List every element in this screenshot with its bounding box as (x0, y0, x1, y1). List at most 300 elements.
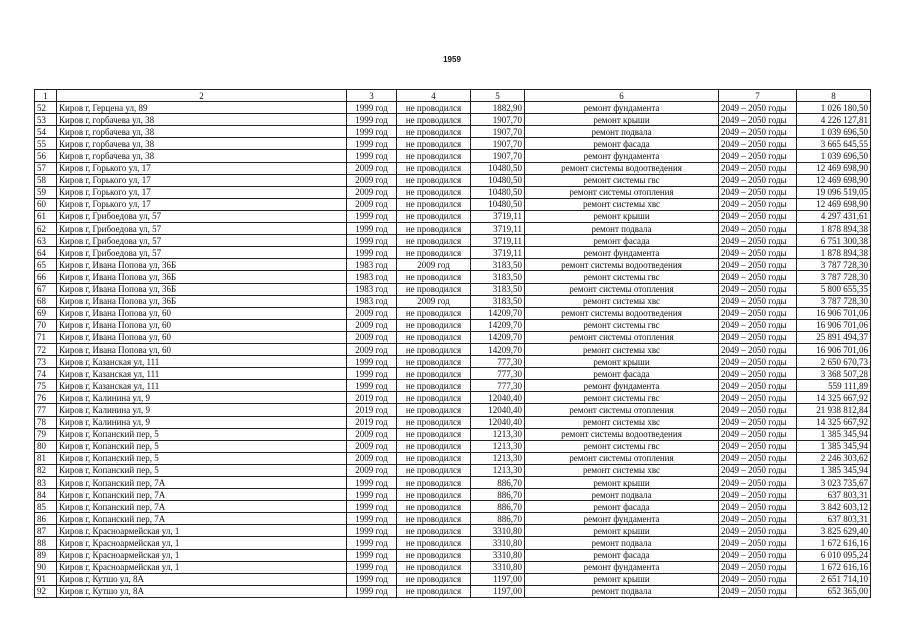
work-type-cell: ремонт системы гвс (525, 392, 719, 404)
period-cell: 2049 – 2050 годы (719, 356, 797, 368)
work-type-cell: ремонт подвала (525, 537, 719, 549)
area-cell: 12040,40 (471, 404, 525, 416)
built-year-cell: 1999 год (347, 380, 397, 392)
period-cell: 2049 – 2050 годы (719, 549, 797, 561)
address-cell: Киров г, Кутшо ул, 8А (57, 573, 347, 585)
work-type-cell: ремонт системы отопления (525, 404, 719, 416)
address-cell: Киров г, Копанский пер, 7А (57, 513, 347, 525)
period-cell: 2049 – 2050 годы (719, 501, 797, 513)
address-cell: Киров г, Калинина ул, 9 (57, 416, 347, 428)
table-row (35, 537, 871, 549)
table-row (35, 416, 871, 428)
area-cell: 3310,80 (471, 525, 525, 537)
last-repair-cell: не проводился (397, 235, 471, 247)
page-number: 1959 (443, 55, 461, 64)
row-number-cell: 71 (35, 331, 57, 343)
table-row (35, 380, 871, 392)
cost-cell: 19 096 519,05 (797, 186, 871, 198)
table-row (35, 247, 871, 259)
table-row (35, 150, 871, 162)
row-number-cell: 89 (35, 549, 57, 561)
built-year-cell: 1999 год (347, 489, 397, 501)
last-repair-cell: не проводился (397, 368, 471, 380)
cost-cell: 25 891 494,37 (797, 331, 871, 343)
cost-cell: 4 297 431,61 (797, 210, 871, 222)
last-repair-cell: не проводился (397, 477, 471, 489)
work-type-cell: ремонт системы гвс (525, 271, 719, 283)
period-cell: 2049 – 2050 годы (719, 440, 797, 452)
built-year-cell: 1999 год (347, 573, 397, 585)
built-year-cell: 1999 год (347, 210, 397, 222)
column-header: 4 (397, 90, 471, 102)
table-row (35, 186, 871, 198)
built-year-cell: 1999 год (347, 138, 397, 150)
last-repair-cell: не проводился (397, 307, 471, 319)
row-number-cell: 81 (35, 452, 57, 464)
work-type-cell: ремонт подвала (525, 585, 719, 597)
address-cell: Киров г, горбачева ул, 38 (57, 114, 347, 126)
period-cell: 2049 – 2050 годы (719, 331, 797, 343)
work-type-cell: ремонт системы отопления (525, 283, 719, 295)
period-cell: 2049 – 2050 годы (719, 210, 797, 222)
last-repair-cell: не проводился (397, 331, 471, 343)
work-type-cell: ремонт фундамента (525, 561, 719, 573)
cost-cell: 14 325 667,92 (797, 392, 871, 404)
row-number-cell: 79 (35, 428, 57, 440)
row-number-cell: 73 (35, 356, 57, 368)
work-type-cell: ремонт системы гвс (525, 174, 719, 186)
last-repair-cell: не проводился (397, 138, 471, 150)
row-number-cell: 59 (35, 186, 57, 198)
last-repair-cell: не проводился (397, 247, 471, 259)
table-row (35, 525, 871, 537)
last-repair-cell: не проводился (397, 549, 471, 561)
address-cell: Киров г, Казанская ул, 111 (57, 356, 347, 368)
last-repair-cell: не проводился (397, 150, 471, 162)
period-cell: 2049 – 2050 годы (719, 416, 797, 428)
area-cell: 3183,50 (471, 283, 525, 295)
cost-cell: 652 365,00 (797, 585, 871, 597)
area-cell: 1907,70 (471, 138, 525, 150)
address-cell: Киров г, Ивана Попова ул, 36Б (57, 259, 347, 271)
address-cell: Киров г, Копанский пер, 7А (57, 489, 347, 501)
work-type-cell: ремонт системы хвс (525, 416, 719, 428)
cost-cell: 16 906 701,06 (797, 319, 871, 331)
period-cell: 2049 – 2050 годы (719, 295, 797, 307)
address-cell: Киров г, Копанский пер, 7А (57, 477, 347, 489)
row-number-cell: 63 (35, 235, 57, 247)
work-type-cell: ремонт системы хвс (525, 343, 719, 355)
address-cell: Киров г, Ивана Попова ул, 36Б (57, 295, 347, 307)
work-type-cell: ремонт фасада (525, 138, 719, 150)
period-cell: 2049 – 2050 годы (719, 368, 797, 380)
built-year-cell: 2009 год (347, 198, 397, 210)
period-cell: 2049 – 2050 годы (719, 464, 797, 476)
address-cell: Киров г, Красноармейская ул, 1 (57, 537, 347, 549)
work-type-cell: ремонт системы хвс (525, 295, 719, 307)
built-year-cell: 2009 год (347, 428, 397, 440)
work-type-cell: ремонт системы гвс (525, 440, 719, 452)
column-header: 7 (719, 90, 797, 102)
built-year-cell: 2009 год (347, 440, 397, 452)
last-repair-cell: не проводился (397, 271, 471, 283)
last-repair-cell: 2009 год (397, 259, 471, 271)
address-cell: Киров г, Герцена ул, 89 (57, 102, 347, 114)
row-number-cell: 55 (35, 138, 57, 150)
address-cell: Киров г, Ивана Попова ул, 60 (57, 343, 347, 355)
area-cell: 1213,30 (471, 428, 525, 440)
cost-cell: 12 469 698,90 (797, 174, 871, 186)
period-cell: 2049 – 2050 годы (719, 537, 797, 549)
table-row (35, 319, 871, 331)
built-year-cell: 1999 год (347, 223, 397, 235)
table-row (35, 259, 871, 271)
address-cell: Киров г, Копанский пер, 5 (57, 464, 347, 476)
address-cell: Киров г, Копанский пер, 7А (57, 501, 347, 513)
column-header: 1 (35, 90, 57, 102)
table-row (35, 102, 871, 114)
address-cell: Киров г, горбачева ул, 38 (57, 150, 347, 162)
area-cell: 14209,70 (471, 331, 525, 343)
built-year-cell: 1999 год (347, 150, 397, 162)
cost-cell: 559 111,89 (797, 380, 871, 392)
table-row (35, 126, 871, 138)
work-type-cell: ремонт фундамента (525, 380, 719, 392)
work-type-cell: ремонт крыши (525, 525, 719, 537)
table-row (35, 198, 871, 210)
cost-cell: 3 368 507,28 (797, 368, 871, 380)
row-number-cell: 52 (35, 102, 57, 114)
work-type-cell: ремонт крыши (525, 210, 719, 222)
work-type-cell: ремонт системы хвс (525, 198, 719, 210)
work-type-cell: ремонт крыши (525, 477, 719, 489)
period-cell: 2049 – 2050 годы (719, 102, 797, 114)
period-cell: 2049 – 2050 годы (719, 283, 797, 295)
cost-cell: 1 385 345,94 (797, 428, 871, 440)
last-repair-cell: 2009 год (397, 295, 471, 307)
area-cell: 886,70 (471, 489, 525, 501)
table-row (35, 138, 871, 150)
period-cell: 2049 – 2050 годы (719, 319, 797, 331)
row-number-cell: 70 (35, 319, 57, 331)
work-type-cell: ремонт системы водоотведения (525, 428, 719, 440)
row-number-cell: 72 (35, 343, 57, 355)
work-type-cell: ремонт подвала (525, 126, 719, 138)
period-cell: 2049 – 2050 годы (719, 380, 797, 392)
column-header: 8 (797, 90, 871, 102)
last-repair-cell: не проводился (397, 223, 471, 235)
address-cell: Киров г, Красноармейская ул, 1 (57, 525, 347, 537)
last-repair-cell: не проводился (397, 186, 471, 198)
built-year-cell: 1999 год (347, 126, 397, 138)
built-year-cell: 2009 год (347, 307, 397, 319)
cost-cell: 3 023 735,67 (797, 477, 871, 489)
last-repair-cell: не проводился (397, 561, 471, 573)
work-type-cell: ремонт подвала (525, 489, 719, 501)
area-cell: 10480,50 (471, 162, 525, 174)
built-year-cell: 2019 год (347, 404, 397, 416)
period-cell: 2049 – 2050 годы (719, 223, 797, 235)
table-row (35, 404, 871, 416)
cost-cell: 2 246 303,62 (797, 452, 871, 464)
area-cell: 1213,30 (471, 452, 525, 464)
table-row (35, 295, 871, 307)
built-year-cell: 2009 год (347, 162, 397, 174)
built-year-cell: 1999 год (347, 501, 397, 513)
area-cell: 14209,70 (471, 307, 525, 319)
built-year-cell: 2009 год (347, 174, 397, 186)
work-type-cell: ремонт фундамента (525, 247, 719, 259)
area-cell: 777,30 (471, 380, 525, 392)
address-cell: Киров г, Калинина ул, 9 (57, 404, 347, 416)
cost-cell: 637 803,31 (797, 513, 871, 525)
built-year-cell: 1983 год (347, 283, 397, 295)
table-row (35, 440, 871, 452)
address-cell: Киров г, горбачева ул, 38 (57, 138, 347, 150)
work-type-cell: ремонт крыши (525, 114, 719, 126)
work-type-cell: ремонт системы гвс (525, 319, 719, 331)
area-cell: 1197,00 (471, 573, 525, 585)
table-row (35, 477, 871, 489)
address-cell: Киров г, Красноармейская ул, 1 (57, 549, 347, 561)
row-number-cell: 78 (35, 416, 57, 428)
row-number-cell: 60 (35, 198, 57, 210)
last-repair-cell: не проводился (397, 114, 471, 126)
built-year-cell: 1983 год (347, 259, 397, 271)
period-cell: 2049 – 2050 годы (719, 489, 797, 501)
column-header: 3 (347, 90, 397, 102)
built-year-cell: 1999 год (347, 235, 397, 247)
address-cell: Киров г, Горького ул, 17 (57, 162, 347, 174)
area-cell: 886,70 (471, 477, 525, 489)
row-number-cell: 80 (35, 440, 57, 452)
last-repair-cell: не проводился (397, 537, 471, 549)
work-type-cell: ремонт фасада (525, 549, 719, 561)
period-cell: 2049 – 2050 годы (719, 162, 797, 174)
row-number-cell: 75 (35, 380, 57, 392)
area-cell: 3719,11 (471, 223, 525, 235)
built-year-cell: 1999 год (347, 585, 397, 597)
work-type-cell: ремонт системы отопления (525, 186, 719, 198)
cost-cell: 12 469 698,90 (797, 162, 871, 174)
address-cell: Киров г, Ивана Попова ул, 60 (57, 307, 347, 319)
work-type-cell: ремонт системы водоотведения (525, 259, 719, 271)
work-type-cell: ремонт фундамента (525, 513, 719, 525)
last-repair-cell: не проводился (397, 416, 471, 428)
last-repair-cell: не проводился (397, 283, 471, 295)
repair-schedule-table (34, 89, 871, 598)
address-cell: Киров г, Копанский пер, 5 (57, 452, 347, 464)
area-cell: 1197,00 (471, 585, 525, 597)
last-repair-cell: не проводился (397, 452, 471, 464)
built-year-cell: 1999 год (347, 356, 397, 368)
last-repair-cell: не проводился (397, 162, 471, 174)
row-number-cell: 61 (35, 210, 57, 222)
cost-cell: 1 026 180,50 (797, 102, 871, 114)
work-type-cell: ремонт фасада (525, 368, 719, 380)
table-row (35, 174, 871, 186)
address-cell: Киров г, Калинина ул, 9 (57, 392, 347, 404)
built-year-cell: 1999 год (347, 102, 397, 114)
table-row (35, 452, 871, 464)
area-cell: 14209,70 (471, 319, 525, 331)
cost-cell: 2 651 714,10 (797, 573, 871, 585)
period-cell: 2049 – 2050 годы (719, 235, 797, 247)
area-cell: 10480,50 (471, 174, 525, 186)
row-number-cell: 57 (35, 162, 57, 174)
area-cell: 1213,30 (471, 440, 525, 452)
area-cell: 3310,80 (471, 561, 525, 573)
built-year-cell: 2019 год (347, 416, 397, 428)
row-number-cell: 56 (35, 150, 57, 162)
built-year-cell: 2009 год (347, 452, 397, 464)
period-cell: 2049 – 2050 годы (719, 404, 797, 416)
cost-cell: 1 385 345,94 (797, 440, 871, 452)
table-row (35, 585, 871, 597)
last-repair-cell: не проводился (397, 501, 471, 513)
cost-cell: 1 672 616,16 (797, 537, 871, 549)
period-cell: 2049 – 2050 годы (719, 585, 797, 597)
table-row (35, 235, 871, 247)
period-cell: 2049 – 2050 годы (719, 307, 797, 319)
address-cell: Киров г, Грибоедова ул, 57 (57, 247, 347, 259)
table-row (35, 223, 871, 235)
built-year-cell: 1999 год (347, 368, 397, 380)
cost-cell: 16 906 701,06 (797, 307, 871, 319)
last-repair-cell: не проводился (397, 573, 471, 585)
table-body (35, 102, 871, 598)
work-type-cell: ремонт фундамента (525, 102, 719, 114)
built-year-cell: 1999 год (347, 561, 397, 573)
last-repair-cell: не проводился (397, 356, 471, 368)
cost-cell: 2 650 670,73 (797, 356, 871, 368)
row-number-cell: 74 (35, 368, 57, 380)
work-type-cell: ремонт фасада (525, 501, 719, 513)
cost-cell: 6 751 300,38 (797, 235, 871, 247)
address-cell: Киров г, Копанский пер, 5 (57, 440, 347, 452)
period-cell: 2049 – 2050 годы (719, 271, 797, 283)
area-cell: 3183,50 (471, 271, 525, 283)
built-year-cell: 1999 год (347, 513, 397, 525)
area-cell: 3719,11 (471, 247, 525, 259)
row-number-cell: 85 (35, 501, 57, 513)
work-type-cell: ремонт крыши (525, 573, 719, 585)
period-cell: 2049 – 2050 годы (719, 126, 797, 138)
period-cell: 2049 – 2050 годы (719, 513, 797, 525)
table-row (35, 343, 871, 355)
period-cell: 2049 – 2050 годы (719, 259, 797, 271)
built-year-cell: 2019 год (347, 392, 397, 404)
area-cell: 1907,70 (471, 150, 525, 162)
row-number-cell: 53 (35, 114, 57, 126)
address-cell: Киров г, Ивана Попова ул, 60 (57, 319, 347, 331)
period-cell: 2049 – 2050 годы (719, 392, 797, 404)
row-number-cell: 58 (35, 174, 57, 186)
cost-cell: 4 226 127,81 (797, 114, 871, 126)
address-cell: Киров г, Ивана Попова ул, 36Б (57, 271, 347, 283)
table-row (35, 331, 871, 343)
area-cell: 14209,70 (471, 343, 525, 355)
row-number-cell: 84 (35, 489, 57, 501)
built-year-cell: 1999 год (347, 537, 397, 549)
built-year-cell: 1999 год (347, 477, 397, 489)
row-number-cell: 92 (35, 585, 57, 597)
built-year-cell: 1983 год (347, 295, 397, 307)
period-cell: 2049 – 2050 годы (719, 428, 797, 440)
last-repair-cell: не проводился (397, 440, 471, 452)
last-repair-cell: не проводился (397, 198, 471, 210)
area-cell: 3310,80 (471, 537, 525, 549)
cost-cell: 12 469 698,90 (797, 198, 871, 210)
cost-cell: 1 039 696,50 (797, 150, 871, 162)
built-year-cell: 2009 год (347, 331, 397, 343)
address-cell: Киров г, Казанская ул, 111 (57, 368, 347, 380)
period-cell: 2049 – 2050 годы (719, 114, 797, 126)
work-type-cell: ремонт системы водоотведения (525, 162, 719, 174)
row-number-cell: 65 (35, 259, 57, 271)
table-row (35, 428, 871, 440)
period-cell: 2049 – 2050 годы (719, 138, 797, 150)
row-number-cell: 54 (35, 126, 57, 138)
table-row (35, 210, 871, 222)
cost-cell: 637 803,31 (797, 489, 871, 501)
cost-cell: 16 906 701,06 (797, 343, 871, 355)
table-header-row (35, 90, 871, 102)
cost-cell: 6 010 095,24 (797, 549, 871, 561)
period-cell: 2049 – 2050 годы (719, 150, 797, 162)
area-cell: 10480,50 (471, 186, 525, 198)
area-cell: 12040,40 (471, 392, 525, 404)
area-cell: 10480,50 (471, 198, 525, 210)
last-repair-cell: не проводился (397, 174, 471, 186)
cost-cell: 3 825 629,40 (797, 525, 871, 537)
cost-cell: 1 878 894,38 (797, 247, 871, 259)
table-row (35, 271, 871, 283)
table-row (35, 283, 871, 295)
area-cell: 3719,11 (471, 235, 525, 247)
last-repair-cell: не проводился (397, 319, 471, 331)
last-repair-cell: не проводился (397, 210, 471, 222)
built-year-cell: 1999 год (347, 114, 397, 126)
row-number-cell: 77 (35, 404, 57, 416)
cost-cell: 3 787 728,30 (797, 295, 871, 307)
table-row (35, 561, 871, 573)
column-header: 5 (471, 90, 525, 102)
row-number-cell: 67 (35, 283, 57, 295)
address-cell: Киров г, Кутшо ул, 8А (57, 585, 347, 597)
table-row (35, 162, 871, 174)
table-row (35, 356, 871, 368)
work-type-cell: ремонт системы отопления (525, 331, 719, 343)
last-repair-cell: не проводился (397, 392, 471, 404)
cost-cell: 21 938 812,84 (797, 404, 871, 416)
cost-cell: 1 878 894,38 (797, 223, 871, 235)
period-cell: 2049 – 2050 годы (719, 198, 797, 210)
last-repair-cell: не проводился (397, 464, 471, 476)
period-cell: 2049 – 2050 годы (719, 525, 797, 537)
area-cell: 3719,11 (471, 210, 525, 222)
cost-cell: 3 842 603,12 (797, 501, 871, 513)
last-repair-cell: не проводился (397, 513, 471, 525)
row-number-cell: 64 (35, 247, 57, 259)
work-type-cell: ремонт крыши (525, 356, 719, 368)
address-cell: Киров г, Грибоедова ул, 57 (57, 235, 347, 247)
address-cell: Киров г, горбачева ул, 38 (57, 126, 347, 138)
built-year-cell: 1999 год (347, 549, 397, 561)
period-cell: 2049 – 2050 годы (719, 247, 797, 259)
column-header: 6 (525, 90, 719, 102)
row-number-cell: 90 (35, 561, 57, 573)
